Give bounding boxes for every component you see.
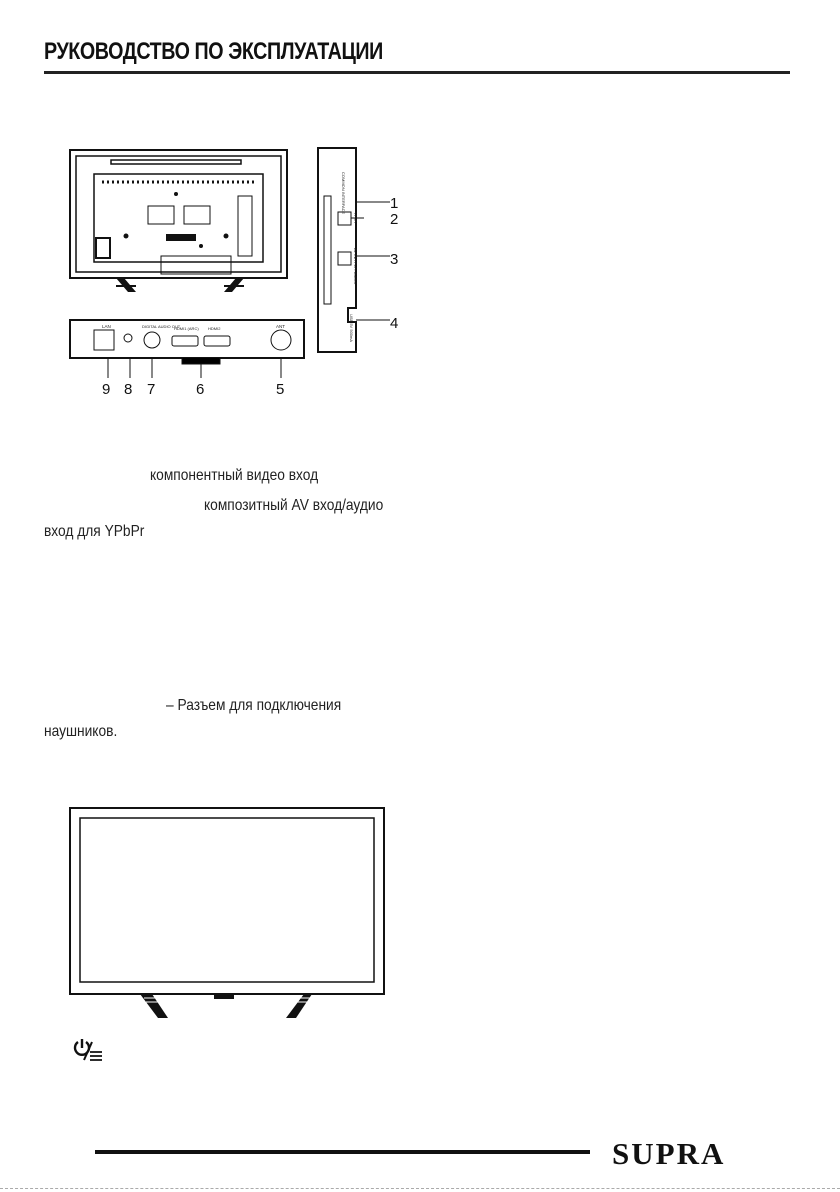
port-label-hdmi1: HDMI1 (ARC) [174,326,199,331]
page-edge-dashes [0,1188,840,1189]
callout-1: 1 [390,195,399,212]
callout-7: 7 [147,381,156,398]
port-label-av: AV IN/YPbPr AUDIO [353,248,358,285]
callout-4: 4 [390,315,399,332]
port-label-usb: USB 5V 500mA [349,314,354,343]
text-ypbpr-input: вход для YPbPr [44,523,145,540]
brand-logo: SUPRA [612,1136,726,1171]
port-label-hdmi2: HDMI2 [208,326,221,331]
callout-5: 5 [276,381,285,398]
page-title: РУКОВОДСТВО ПО ЭКСПЛУАТАЦИИ [44,38,383,65]
power-menu-icon [72,1036,106,1066]
port-label-ci: COMMON INTERFACE [341,172,346,215]
side-panel-diagram [312,144,408,356]
bottom-panel-diagram [66,316,310,400]
callout-6: 6 [196,381,205,398]
tv-front-diagram [68,806,386,1022]
footer-divider [95,1150,590,1154]
port-label-ypbpr: YPbPr [353,212,358,224]
tv-rear-diagram [66,146,291,296]
text-composite-av: композитный AV вход/аудио [204,497,384,514]
callout-2: 2 [390,211,399,228]
callout-3: 3 [390,251,399,268]
text-headphones: наушников. [44,723,118,740]
port-label-lan: LAN [102,324,111,329]
text-component-video: компонентный видео вход [150,467,319,484]
text-headphone-jack: – Разъем для подключения [166,697,342,714]
port-label-digital-audio: DIGITAL AUDIO OUT [142,324,181,329]
callout-8: 8 [124,381,133,398]
port-label-ant: ANT [276,324,285,329]
callout-9: 9 [102,381,111,398]
header-divider [44,71,790,74]
